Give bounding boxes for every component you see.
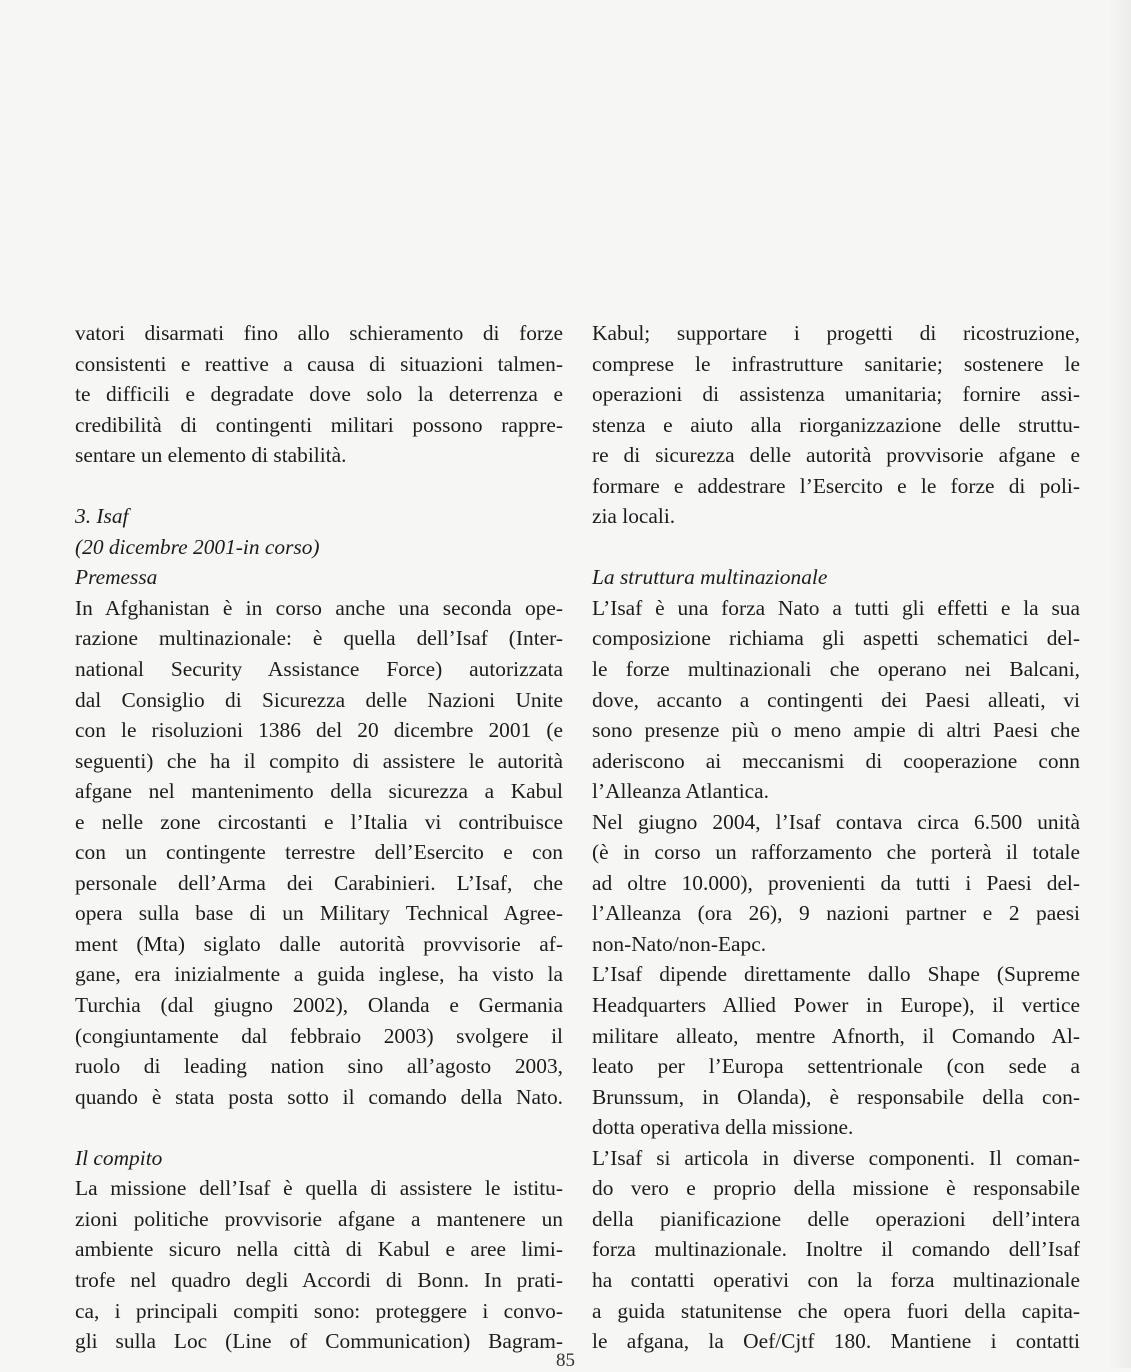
right-text-column (592, 318, 1080, 1357)
text-line: Kabul; supportare i progetti di ricostruzione, (592, 321, 1080, 345)
text-line: ment (Mta) siglato dalle autorità provvisorie af- (75, 931, 563, 956)
text-line: leato per l’Europa settentrionale (con sede a (592, 1054, 1080, 1079)
text-line: L’Isaf è una forza Nato a tutti gli effetti e la sua (592, 595, 1080, 620)
page-number: 85 (556, 1350, 575, 1371)
text-line: quando è stata posta sotto il comando della Nato. (75, 1084, 563, 1109)
text-line: a guida statunitense che opera fuori della capita- (592, 1298, 1080, 1323)
text-line: ambiente sicuro nella città di Kabul e aree limi- (75, 1237, 563, 1262)
text-line: zioni politiche provvisorie afgane a mantenere un (75, 1206, 563, 1231)
text-line: sono presenze più o meno ampie di altri Paesi che (592, 718, 1080, 743)
section-heading-line: La struttura multinazionale (592, 565, 828, 590)
blank-line (592, 532, 1080, 563)
text-line: opera sulla base di un Military Technical Agree- (75, 901, 563, 926)
text-line: In Afghanistan è in corso anche una seconda ope- (75, 595, 563, 620)
blank-line (75, 1112, 563, 1143)
text-line: forza multinazionale. Inoltre il comando dell’Isaf (592, 1237, 1080, 1262)
text-line: sentare un elemento di stabilità. (75, 443, 347, 468)
text-line: personale dell’Arma dei Carabinieri. L’Isaf, che (75, 870, 563, 895)
text-line: ruolo di leading nation sino all’agosto 2003, (75, 1054, 563, 1079)
text-line: e nelle zone circostanti e l’Italia vi contribuisce (75, 809, 563, 834)
text-line: Turchia (dal giugno 2002), Olanda e Germania (75, 993, 563, 1018)
text-line: Headquarters Allied Power in Europe), il vertice (592, 993, 1080, 1018)
text-line: composizione richiama gli aspetti schematici del- (592, 626, 1080, 651)
text-line: La missione dell’Isaf è quella di assistere le istitu- (75, 1176, 563, 1201)
text-line: L’Isaf si articola in diverse componenti. Il coman- (592, 1145, 1080, 1170)
text-line: aderiscono ai meccanismi di cooperazione conn (592, 748, 1080, 773)
text-line: (congiuntamente dal febbraio 2003) svolgere il (75, 1023, 563, 1048)
text-line: l’Alleanza Atlantica. (592, 779, 769, 804)
text-line: gane, era inizialmente a guida inglese, ha visto la (75, 962, 563, 987)
text-line: operazioni di assistenza umanitaria; fornire assi- (592, 382, 1080, 407)
text-line: comprese le infrastrutture sanitarie; sostenere le (592, 351, 1080, 376)
text-line: vatori disarmati fino allo schieramento di forze (75, 321, 563, 345)
section-heading-line: 3. Isaf (75, 504, 129, 529)
section-heading-line: (20 dicembre 2001-in corso) (75, 534, 320, 559)
text-line: zia locali. (592, 504, 676, 529)
text-line: afgane nel mantenimento della sicurezza a Kabul (75, 779, 563, 804)
text-line: con un contingente terrestre dell’Esercito e con (75, 840, 563, 865)
text-line: credibilità di contingenti militari possono rappre- (75, 412, 563, 437)
text-line: ca, i principali compiti sono: proteggere i convo- (75, 1298, 563, 1323)
text-line: consistenti e reattive a causa di situazioni talmen- (75, 351, 563, 376)
text-line: le afgana, la Oef/Cjtf 180. Mantiene i contatti (592, 1329, 1080, 1354)
text-line: stenza e aiuto alla riorganizzazione delle struttu- (592, 412, 1080, 437)
text-line: militare alleato, mentre Afnorth, il Comando Al- (592, 1023, 1080, 1048)
text-line: l’Alleanza (ora 26), 9 nazioni partner e 2 paesi (592, 901, 1080, 926)
blank-line (75, 471, 563, 502)
text-line: seguenti) che ha il compito di assistere le autorità (75, 748, 563, 773)
left-text-column (75, 318, 563, 1357)
text-line: re di sicurezza delle autorità provvisorie afgane e (592, 443, 1080, 468)
text-line: te difficili e degradate dove solo la deterrenza e (75, 382, 563, 407)
text-line: dove, accanto a contingenti dei Paesi alleati, vi (592, 687, 1080, 712)
text-line: L’Isaf dipende direttamente dallo Shape (Supreme (592, 962, 1080, 987)
text-line: formare e addestrare l’Esercito e le forze di poli- (592, 473, 1080, 498)
page-edge-shadow (1107, 0, 1131, 1368)
text-line: della pianificazione delle operazioni dell’intera (592, 1206, 1080, 1231)
section-heading-line: Il compito (75, 1145, 163, 1170)
text-line: ha contatti operativi con la forza multinazionale (592, 1267, 1080, 1292)
text-line: razione multinazionale: è quella dell’Isaf (Inter- (75, 626, 563, 651)
text-line: con le risoluzioni 1386 del 20 dicembre 2001 (e (75, 718, 563, 743)
text-line: trofe nel quadro degli Accordi di Bonn. In prati- (75, 1267, 563, 1292)
text-line: dal Consiglio di Sicurezza delle Nazioni Unite (75, 687, 563, 712)
text-line: national Security Assistance Force) autorizzata (75, 657, 563, 682)
text-line: gli sulla Loc (Line of Communication) Bagram- (75, 1329, 563, 1354)
text-line: Nel giugno 2004, l’Isaf contava circa 6.500 unità (592, 809, 1080, 834)
text-line: le forze multinazionali che operano nei Balcani, (592, 657, 1080, 682)
section-heading-line: Premessa (75, 565, 158, 590)
text-line: ad oltre 10.000), provenienti da tutti i Paesi del- (592, 870, 1080, 895)
text-line: dotta operativa della missione. (592, 1115, 854, 1140)
text-line: do vero e proprio della missione è responsabile (592, 1176, 1080, 1201)
text-line: non-Nato/non-Eapc. (592, 931, 767, 956)
text-line: (è in corso un rafforzamento che porterà il totale (592, 840, 1080, 865)
text-line: Brunssum, in Olanda), è responsabile della con- (592, 1084, 1080, 1109)
